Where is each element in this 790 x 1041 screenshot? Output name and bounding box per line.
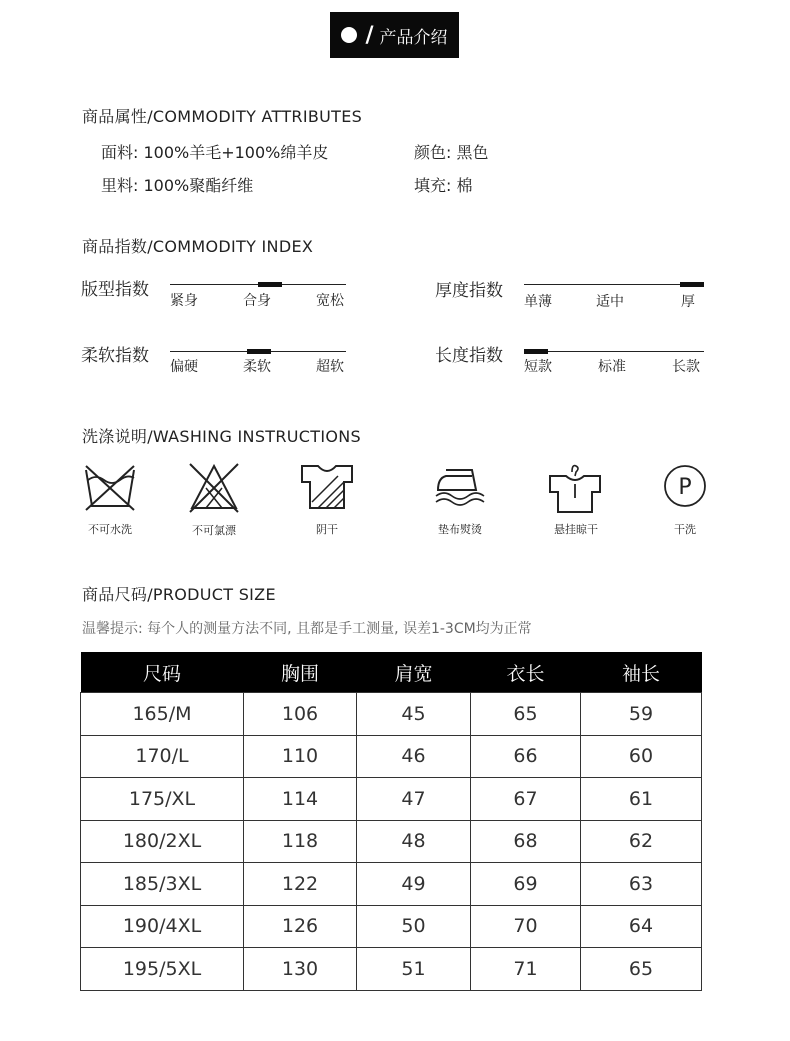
table-cell: 71 — [471, 948, 581, 991]
table-cell: 70 — [471, 905, 581, 948]
no-bleach-caption: 不可氯漂 — [192, 524, 236, 537]
fit-option-loose: 宽松 — [316, 293, 344, 309]
no-bleach-icon — [186, 460, 242, 514]
size-note: 温馨提示: 每个人的测量方法不同, 且都是手工测量, 误差1-3CM均为正常 — [82, 621, 532, 637]
fit-option-tight: 紧身 — [170, 293, 198, 309]
fit-index-label: 版型指数 — [81, 280, 149, 300]
thickness-index-track — [524, 284, 704, 285]
table-cell: 165/M — [81, 693, 244, 736]
shade-dry-caption: 阴干 — [316, 523, 338, 536]
bullet-icon — [341, 27, 357, 43]
table-row — [81, 948, 702, 991]
table-cell: 180/2XL — [81, 820, 244, 863]
thickness-option-thin: 单薄 — [524, 294, 552, 310]
table-cell: 62 — [581, 820, 702, 863]
header-sleeve: 袖长 — [581, 652, 702, 693]
table-cell: 59 — [581, 693, 702, 736]
softness-option-super-soft: 超软 — [316, 359, 344, 375]
iron-with-cloth-icon — [432, 462, 490, 508]
hang-dry-caption: 悬挂晾干 — [554, 523, 598, 536]
table-cell: 67 — [471, 778, 581, 821]
washing-title: 洗涤说明/WASHING INSTRUCTIONS — [82, 427, 361, 446]
table-cell: 185/3XL — [81, 863, 244, 906]
softness-option-hard: 偏硬 — [170, 359, 198, 375]
table-cell: 130 — [244, 948, 357, 991]
thickness-index-label: 厚度指数 — [435, 281, 503, 301]
table-cell: 122 — [244, 863, 357, 906]
table-cell: 114 — [244, 778, 357, 821]
table-cell: 65 — [581, 948, 702, 991]
hang-dry-icon — [546, 462, 604, 514]
dry-clean-icon — [663, 464, 707, 508]
length-option-long: 长款 — [672, 359, 700, 375]
table-cell: 46 — [357, 735, 471, 778]
no-wash-caption: 不可水洗 — [88, 523, 132, 536]
thickness-option-medium: 适中 — [596, 294, 624, 310]
thickness-option-thick: 厚 — [681, 294, 695, 310]
table-cell: 64 — [581, 905, 702, 948]
length-option-short: 短款 — [524, 359, 552, 375]
lining-attr: 里料: 100%聚酯纤维 — [101, 176, 254, 195]
table-cell: 175/XL — [81, 778, 244, 821]
table-row — [81, 905, 702, 948]
fit-option-regular: 合身 — [243, 293, 271, 309]
table-cell: 50 — [357, 905, 471, 948]
table-cell: 61 — [581, 778, 702, 821]
fit-index-marker — [258, 282, 282, 287]
length-index-marker — [524, 349, 548, 354]
table-cell: 60 — [581, 735, 702, 778]
dry-clean-caption: 干洗 — [674, 523, 696, 536]
table-cell: 66 — [471, 735, 581, 778]
softness-index-marker — [247, 349, 271, 354]
header-slash: / — [365, 22, 374, 48]
table-cell: 190/4XL — [81, 905, 244, 948]
length-option-standard: 标准 — [598, 359, 626, 375]
table-cell: 65 — [471, 693, 581, 736]
table-cell: 49 — [357, 863, 471, 906]
thickness-index-marker — [680, 282, 704, 287]
softness-option-soft: 柔软 — [243, 359, 271, 375]
table-cell: 118 — [244, 820, 357, 863]
size-table — [80, 652, 702, 991]
table-cell: 170/L — [81, 735, 244, 778]
shade-dry-icon — [298, 462, 356, 512]
table-cell: 106 — [244, 693, 357, 736]
length-index-label: 长度指数 — [435, 346, 503, 366]
softness-index-label: 柔软指数 — [81, 346, 149, 366]
index-title: 商品指数/COMMODITY INDEX — [82, 237, 314, 256]
size-table-header — [81, 652, 702, 693]
table-cell: 195/5XL — [81, 948, 244, 991]
table-row — [81, 693, 702, 736]
table-cell: 51 — [357, 948, 471, 991]
table-cell: 47 — [357, 778, 471, 821]
table-row — [81, 863, 702, 906]
header-title: 产品介绍 — [379, 27, 448, 48]
section-header-badge — [330, 12, 459, 58]
table-row — [81, 735, 702, 778]
size-title: 商品尺码/PRODUCT SIZE — [82, 585, 276, 604]
header-shoulder: 肩宽 — [357, 652, 471, 693]
table-row — [81, 820, 702, 863]
no-wash-icon — [82, 462, 138, 512]
filling-attr: 填充: 棉 — [414, 176, 473, 195]
table-cell: 69 — [471, 863, 581, 906]
table-cell: 126 — [244, 905, 357, 948]
table-cell: 110 — [244, 735, 357, 778]
header-chest: 胸围 — [244, 652, 357, 693]
table-cell: 63 — [581, 863, 702, 906]
dry-clean-symbol: P — [678, 475, 692, 500]
fabric-attr: 面料: 100%羊毛+100%绵羊皮 — [101, 143, 329, 162]
header-size: 尺码 — [81, 652, 244, 693]
length-index-track — [524, 351, 704, 352]
header-length: 衣长 — [471, 652, 581, 693]
table-cell: 68 — [471, 820, 581, 863]
table-cell: 45 — [357, 693, 471, 736]
attributes-title: 商品属性/COMMODITY ATTRIBUTES — [82, 107, 363, 126]
table-cell: 48 — [357, 820, 471, 863]
iron-with-cloth-caption: 垫布熨烫 — [438, 523, 482, 536]
color-attr: 颜色: 黑色 — [414, 143, 489, 162]
table-row — [81, 778, 702, 821]
